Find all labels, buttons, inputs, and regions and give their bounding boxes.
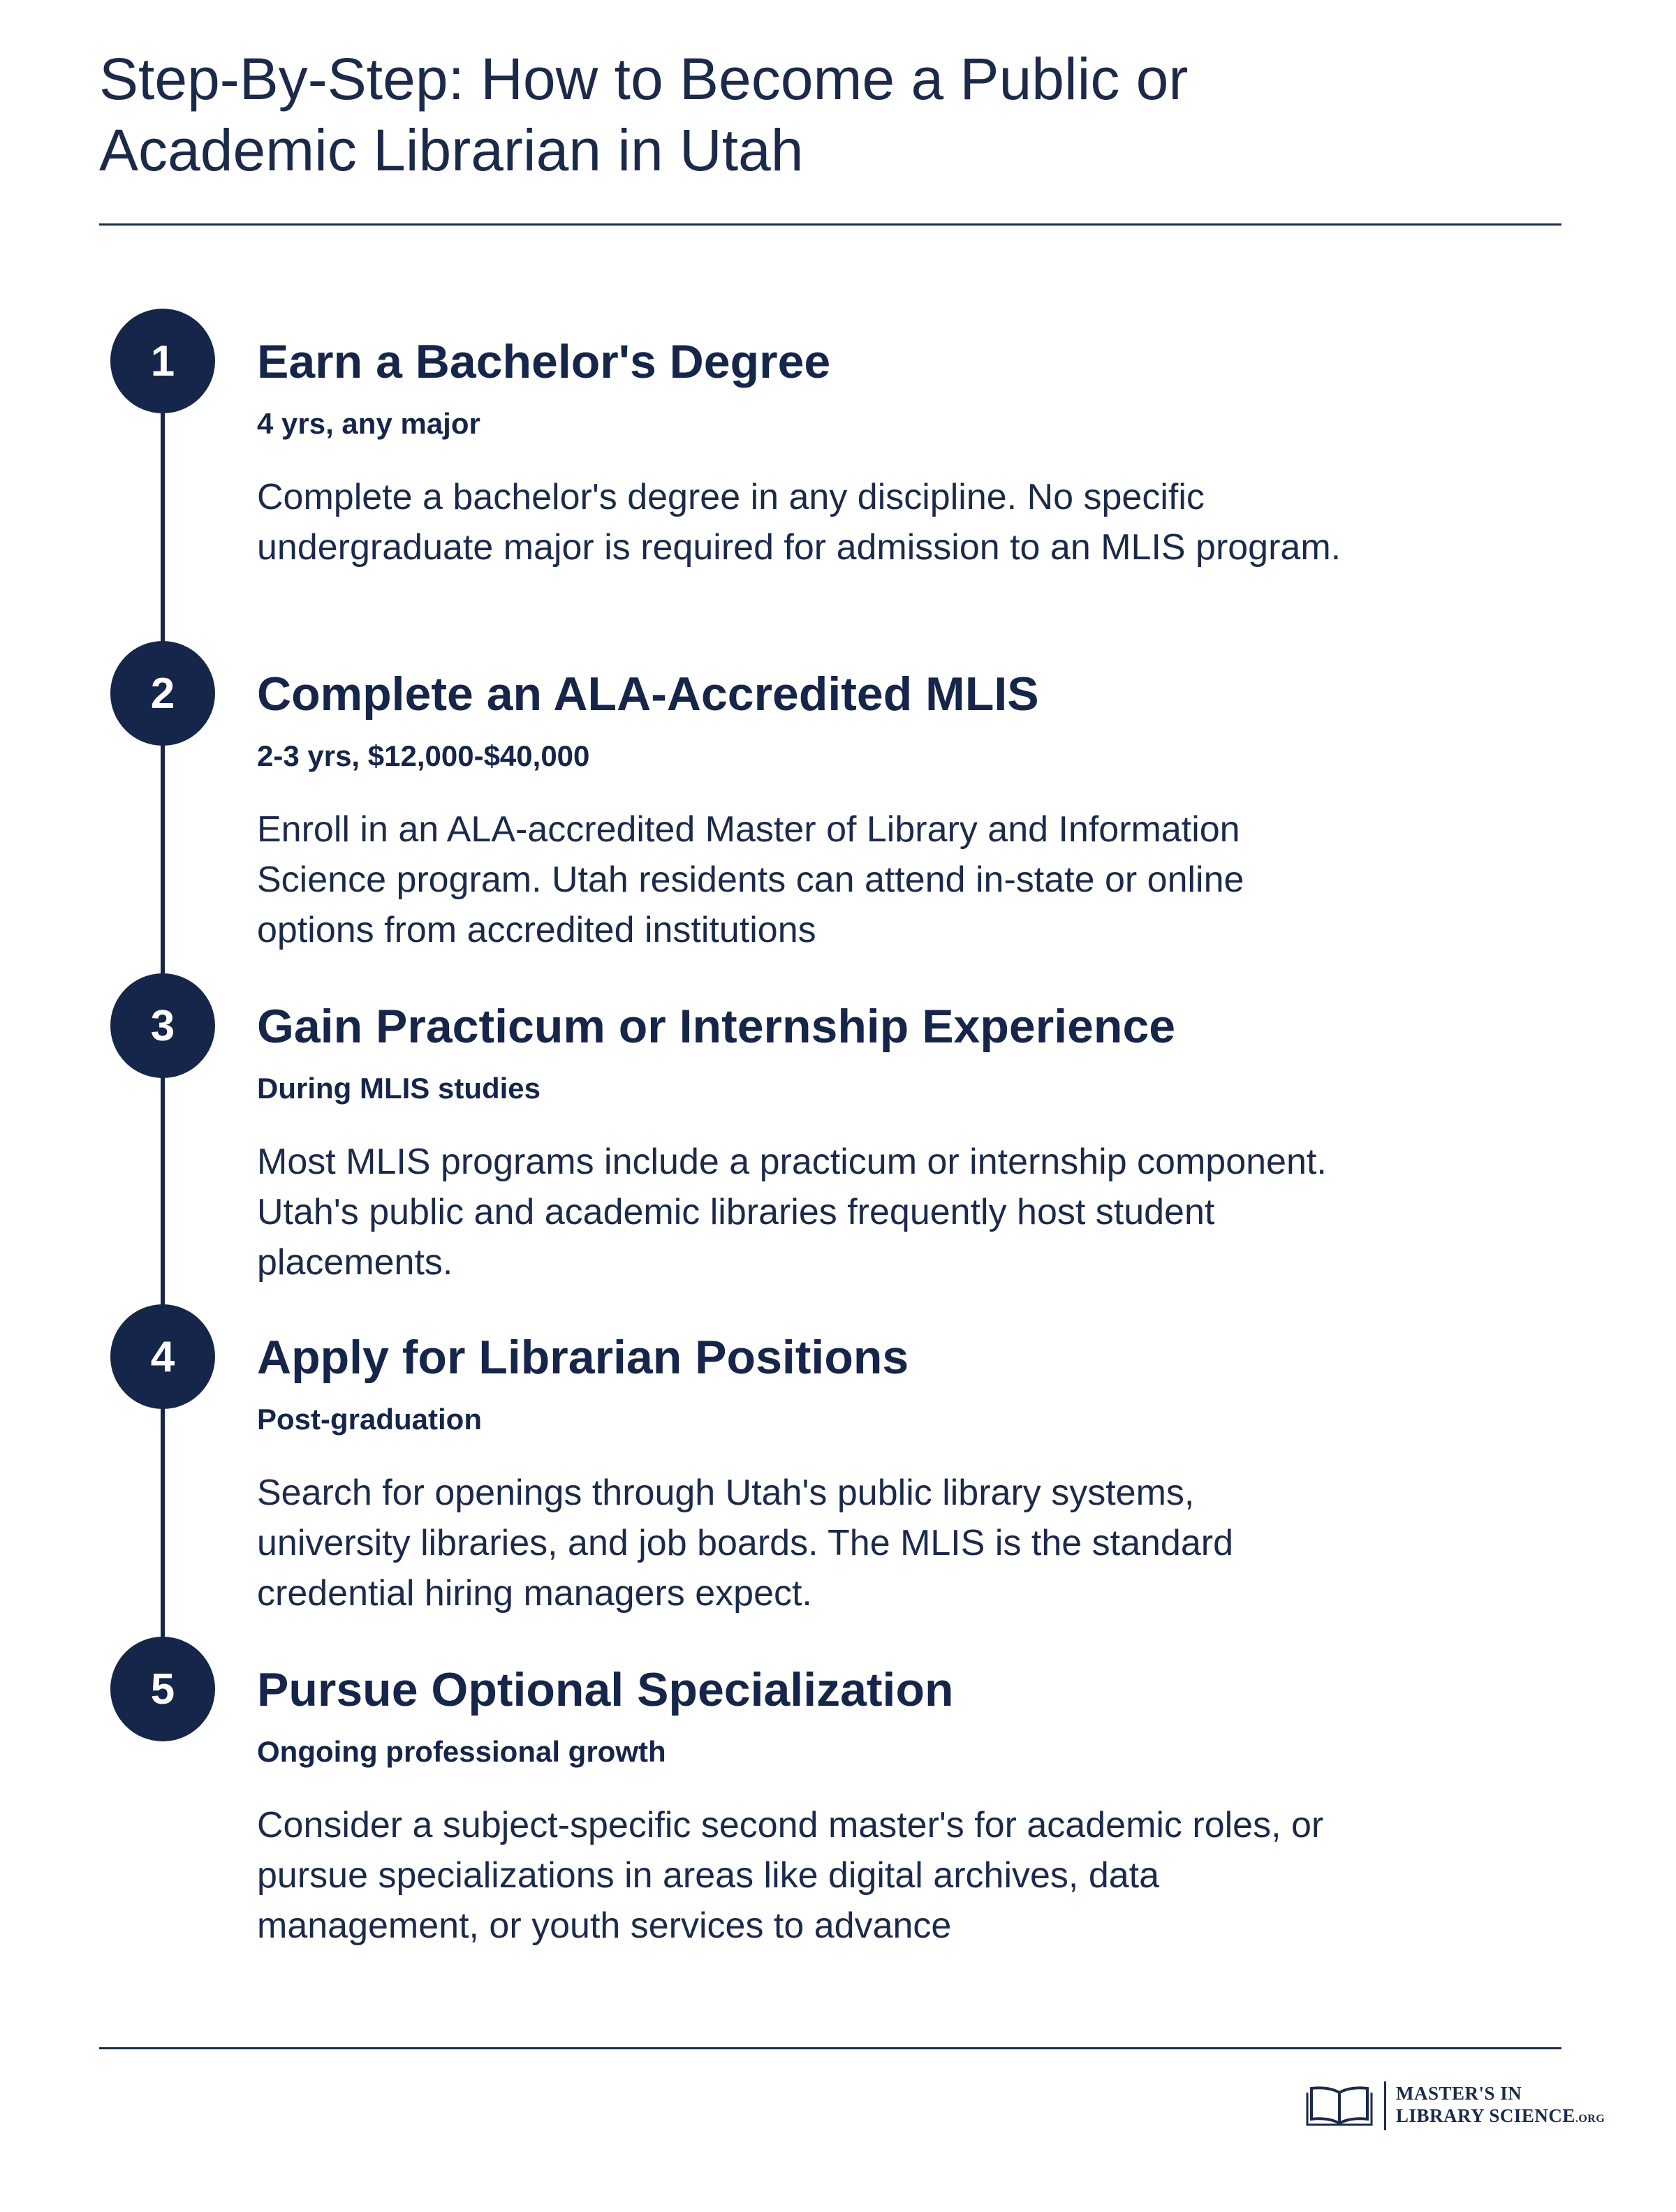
- step-meta-2: 2-3 yrs, $12,000-$40,000: [257, 739, 590, 772]
- step-number-badge-5: [110, 1637, 215, 1741]
- step-body-3: Most MLIS programs include a practicum or internship component. Utah's public and academic libraries frequently host student placements.: [257, 1142, 1327, 1283]
- step-number-4: 4: [150, 1332, 175, 1381]
- site-logo: [1304, 2071, 1605, 2141]
- bottom-divider: [99, 2047, 1561, 2049]
- step-number-badge-3: [110, 973, 215, 1078]
- step-body-5: Consider a subject-specific second master's for academic roles, or pursue specializations in areas like digital archives, data management, or youth services to advance: [257, 1805, 1324, 1946]
- step-meta-3: During MLIS studies: [257, 1072, 541, 1105]
- step-4: [257, 1329, 1346, 1619]
- step-number-5: 5: [150, 1665, 175, 1713]
- step-body-1: Complete a bachelor's degree in any discipline. No specific undergraduate major is required for admission to an MLIS program.: [257, 477, 1341, 568]
- step-1: [257, 334, 1346, 573]
- step-title-5: Pursue Optional Specialization: [257, 1663, 954, 1716]
- page-title-line2: Academic Librarian in Utah: [99, 117, 804, 183]
- step-number-badge-4: [110, 1304, 215, 1409]
- page-title-line1: Step-By-Step: How to Become a Public or: [99, 46, 1189, 112]
- step-meta-4: Post-graduation: [257, 1403, 482, 1436]
- step-meta-1: 4 yrs, any major: [257, 407, 480, 440]
- logo-line1: MASTER'S IN: [1396, 2082, 1522, 2104]
- logo-divider: [1384, 2081, 1386, 2130]
- top-divider: [99, 223, 1561, 226]
- step-number-2: 2: [150, 669, 175, 718]
- step-3: [257, 998, 1346, 1288]
- step-body-2: Enroll in an ALA-accredited Master of Library and Information Science program. Utah residents can attend in-state or online options from accredited institutions: [257, 809, 1244, 950]
- step-2: [257, 666, 1346, 955]
- logo-wordmark: [1396, 2082, 1605, 2130]
- step-number-badge-1: [110, 309, 215, 413]
- logo-line2: [1396, 2104, 1605, 2130]
- step-title-2: Complete an ALA-Accredited MLIS: [257, 668, 1039, 721]
- open-book-icon: [1304, 2084, 1374, 2128]
- logo-line2-text: LIBRARY SCIENCE: [1396, 2104, 1575, 2126]
- step-number-badge-2: [110, 641, 215, 746]
- step-number-3: 3: [150, 1001, 175, 1050]
- step-title-1: Earn a Bachelor's Degree: [257, 335, 831, 388]
- page-title: [99, 43, 1426, 186]
- step-body-4: Search for openings through Utah's public library systems, university libraries, and job boards. The MLIS is the standard credential hiring managers expect.: [257, 1473, 1233, 1614]
- step-5: [257, 1662, 1346, 1951]
- step-title-3: Gain Practicum or Internship Experience: [257, 1000, 1176, 1053]
- logo-suffix: .ORG: [1575, 2112, 1605, 2125]
- step-title-4: Apply for Librarian Positions: [257, 1331, 909, 1384]
- step-number-1: 1: [150, 337, 175, 385]
- step-meta-5: Ongoing professional growth: [257, 1735, 666, 1768]
